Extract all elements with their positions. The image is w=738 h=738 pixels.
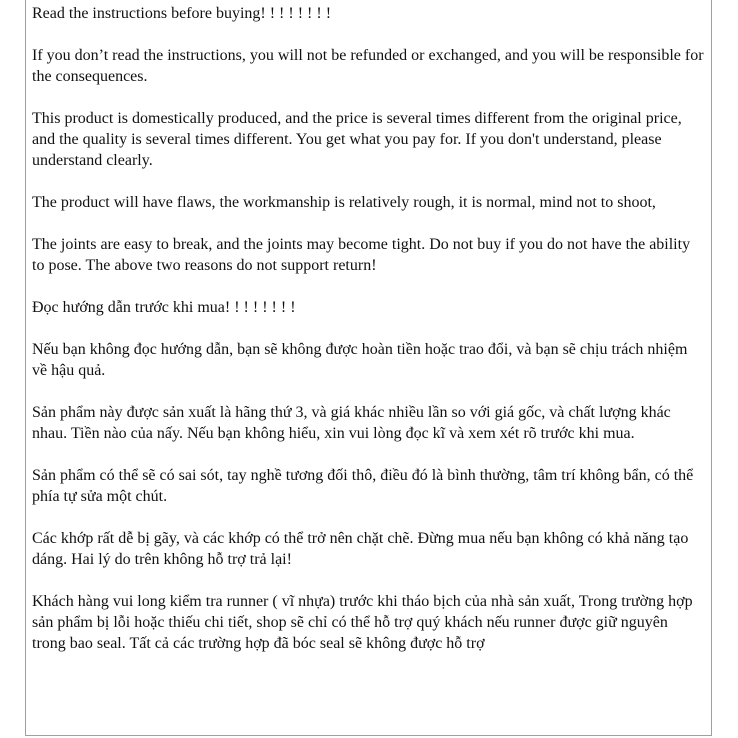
- notice-paragraph-en-no-refund: If you don’t read the instructions, you will not be refunded or exchanged, and you will be responsible for the consequences.: [32, 47, 704, 85]
- notice-paragraph-en-domestic-product: This product is domestically produced, and the price is several times different from the original price, and the quality is several times different. You get what you pay for. If you don't understand, please understand clearly.: [32, 110, 682, 169]
- notice-text-block: [32, 3, 704, 654]
- notice-paragraph-vi-flaws: Sản phẩm có thể sẽ có sai sót, tay nghề tương đối thô, điều đó là bình thường, tâm trí không bẩn, có thể phía tự sửa một chút.: [32, 467, 694, 505]
- notice-paragraph-en-joints: The joints are easy to break, and the joints may become tight. Do not buy if you do not have the ability to pose. The above two reasons do not support return!: [32, 236, 691, 274]
- notice-paragraph-vi-third-party: Sản phẩm này được sản xuất là hãng thứ 3, và giá khác nhiều lần so với giá gốc, và chất lượng khác nhau. Tiền nào của nấy. Nếu bạn không hiểu, xin vui lòng đọc kĩ và xem xét rõ trước khi mua.: [32, 404, 671, 442]
- notice-paragraph-vi-joints: Các khớp rất dễ bị gãy, và các khớp có thể trở nên chặt chẽ. Đừng mua nếu bạn không có khả năng tạo dáng. Hai lý do trên không hỗ trợ trả lại!: [32, 530, 689, 568]
- notice-paragraph-vi-runner-check: Khách hàng vui long kiểm tra runner ( vĩ nhựa) trước khi tháo bịch của nhà sản xuất, Trong trường hợp sản phẩm bị lỗi hoặc thiếu chi tiết, shop sẽ chỉ có thể hỗ trợ quý khách nếu runner được giữ nguyên trong bao seal. Tất cả các trường hợp đã bóc seal sẽ không được hỗ trợ: [32, 593, 693, 652]
- notice-paragraph-en-read-instructions: Read the instructions before buying! ! ! ! ! ! ! !: [32, 5, 332, 22]
- notice-paragraph-vi-read-instructions: Đọc hướng dẫn trước khi mua! ! ! ! ! ! ! !: [32, 299, 296, 316]
- notice-paragraph-en-flaws: The product will have flaws, the workmanship is relatively rough, it is normal, mind not to shoot,: [32, 194, 656, 211]
- notice-paragraph-vi-no-refund: Nếu bạn không đọc hướng dẫn, bạn sẽ không được hoàn tiền hoặc trao đổi, và bạn sẽ chịu trách nhiệm về hậu quả.: [32, 341, 688, 379]
